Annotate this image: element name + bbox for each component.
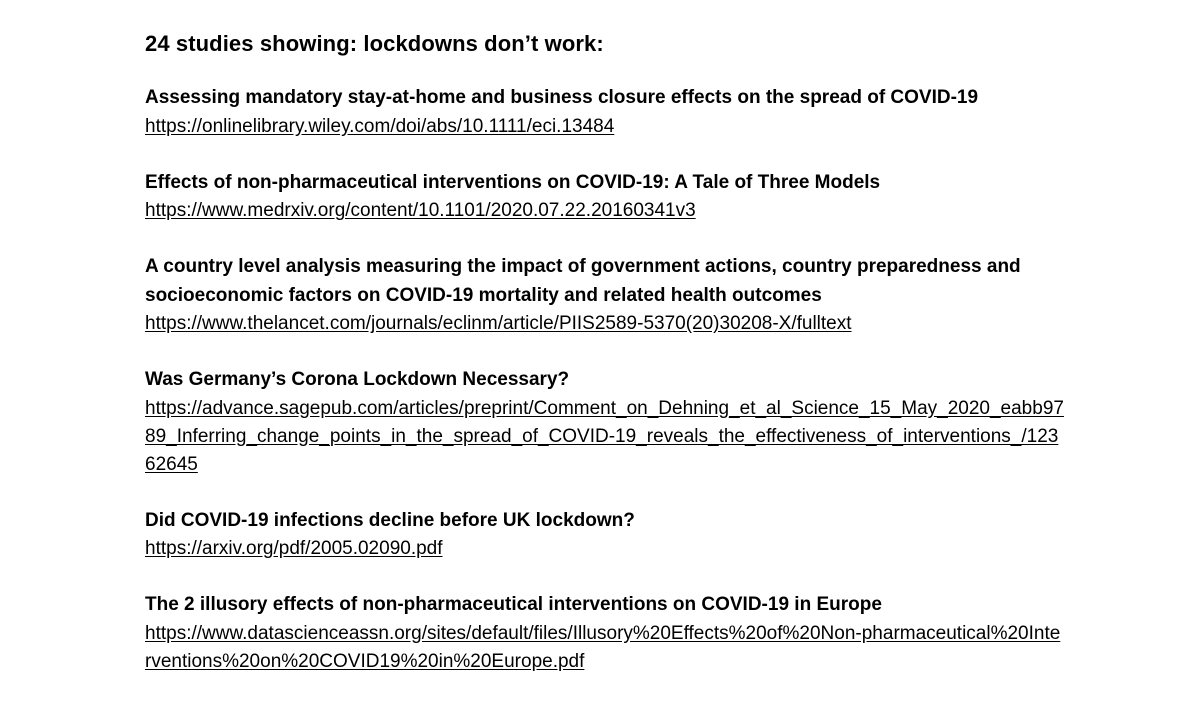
study-title: The 2 illusory effects of non-pharmaceutical interventions on COVID-19 in Europe	[145, 594, 882, 615]
study-link[interactable]: https://advance.sagepub.com/articles/preprint/Comment_on_Dehning_et_al_Science_15_May_2020_eabb9789_Inferring_change_points_in_the_spread_of_COVID-19_reveals_the_effectiveness_of_interventions_/12362645	[145, 397, 1064, 475]
study-link[interactable]: https://www.datascienceassn.org/sites/default/files/Illusory%20Effects%20of%20Non-pharmaceutical%20Interventions%20on%20COVID19%20in%20Europe.pdf	[145, 622, 1061, 672]
study-title: Did COVID-19 infections decline before UK lockdown?	[145, 509, 635, 531]
study-title: Effects of non-pharmaceutical interventions on COVID-19: A Tale of Three Models	[145, 171, 881, 193]
study-item	[145, 84, 1065, 141]
study-link[interactable]: https://www.thelancet.com/journals/eclinm/article/PIIS2589-5370(20)30208-X/fulltext	[145, 313, 852, 334]
study-item	[145, 253, 1065, 338]
page-title: 24 studies showing: lockdowns don’t work:	[145, 31, 604, 56]
study-link[interactable]: https://onlinelibrary.wiley.com/doi/abs/10.1111/eci.13484	[145, 115, 615, 137]
study-title: Assessing mandatory stay-at-home and business closure effects on the spread of COVID-19	[145, 87, 979, 108]
study-item	[145, 366, 1065, 479]
study-item	[145, 591, 1065, 676]
study-link[interactable]: https://arxiv.org/pdf/2005.02090.pdf	[145, 538, 443, 559]
document-page	[145, 24, 1065, 704]
study-item	[145, 169, 1065, 226]
study-item	[145, 507, 1065, 564]
study-title: Was Germany’s Corona Lockdown Necessary?	[145, 369, 570, 390]
study-link[interactable]: https://www.medrxiv.org/content/10.1101/2020.07.22.20160341v3	[145, 200, 696, 221]
study-title: A country level analysis measuring the impact of government actions, country preparedness and socioeconomic factors on COVID-19 mortality and related health outcomes	[145, 256, 1021, 306]
